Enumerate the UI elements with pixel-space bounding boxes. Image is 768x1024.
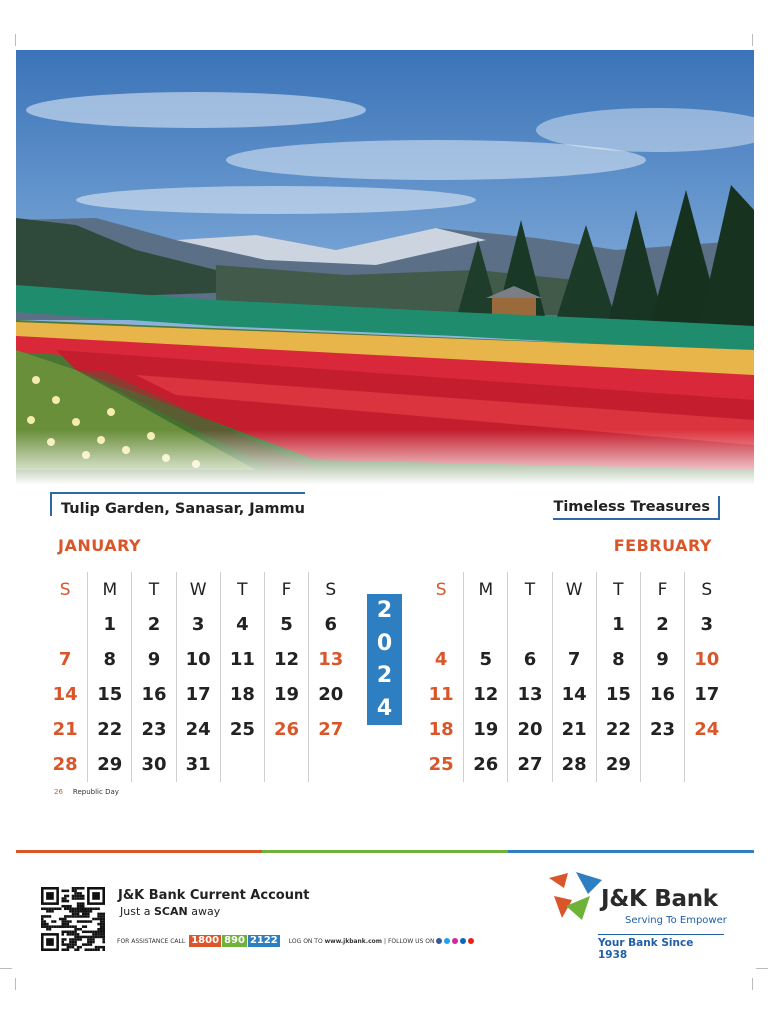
holiday-note	[54, 788, 119, 796]
weekday-column	[507, 572, 551, 782]
follow-label: | FOLLOW US ON	[384, 937, 435, 945]
empty-day-cell	[265, 747, 308, 782]
assistance-line	[117, 935, 474, 947]
ad-subtitle-suffix: away	[191, 905, 221, 918]
day-cell: 18	[229, 684, 255, 705]
weekday-column	[640, 572, 684, 782]
day-cell: 11	[428, 684, 454, 705]
weekday-column	[176, 572, 220, 782]
ad-subtitle-prefix: Just a	[120, 905, 151, 918]
day-cell: 13	[318, 649, 344, 670]
day-cell: 4	[434, 649, 448, 670]
day-cell: 20	[517, 719, 543, 740]
weekday-header: T	[524, 579, 536, 600]
ad-subtitle-bold: SCAN	[154, 905, 188, 918]
day-cell: 4	[236, 614, 249, 635]
day-cell: 28	[52, 754, 78, 775]
weekday-header: S	[435, 579, 447, 600]
month-title-february: FEBRUARY	[613, 536, 712, 555]
day-cell: 7	[58, 649, 72, 670]
crop-mark	[15, 978, 16, 990]
day-cell: 11	[229, 649, 255, 670]
day-cell: 29	[605, 754, 631, 775]
day-cell: 26	[274, 719, 300, 740]
day-cell: 27	[318, 719, 344, 740]
day-cell: 30	[141, 754, 167, 775]
day-cell: 25	[229, 719, 255, 740]
weekday-header: M	[478, 579, 494, 600]
day-cell: 5	[479, 649, 493, 670]
day-cell: 9	[147, 649, 161, 670]
weekday-column	[308, 572, 352, 782]
day-cell: 23	[141, 719, 167, 740]
empty-day-cell	[309, 747, 352, 782]
year-digit: 0	[376, 630, 393, 656]
day-cell: 18	[428, 719, 454, 740]
weekday-header: T	[613, 579, 624, 600]
weekday-header: T	[148, 579, 160, 600]
day-cell: 19	[274, 684, 300, 705]
day-cell: 7	[567, 649, 581, 670]
day-cell: 16	[650, 684, 676, 705]
weekday-header: W	[565, 579, 583, 600]
weekday-header: S	[59, 579, 71, 600]
weekday-header: F	[281, 579, 292, 600]
instagram-icon[interactable]	[452, 938, 458, 944]
phone-number-part[interactable]: 1800	[191, 935, 220, 946]
day-cell: 1	[103, 614, 117, 635]
youtube-icon[interactable]	[468, 938, 474, 944]
weekday-header: S	[701, 579, 713, 600]
divider-segment	[262, 850, 508, 853]
crop-mark	[15, 34, 16, 46]
day-cell: 3	[700, 614, 713, 635]
weekday-column	[463, 572, 507, 782]
day-cell: 27	[517, 754, 543, 775]
day-cell: 1	[612, 614, 625, 635]
empty-day-cell	[508, 607, 551, 642]
day-cell: 25	[428, 754, 454, 775]
holiday-date: 26	[54, 788, 63, 796]
year-digit: 2	[376, 597, 393, 623]
day-cell: 15	[97, 684, 123, 705]
day-cell: 6	[523, 649, 537, 670]
weekday-column	[43, 572, 87, 782]
series-title-text: Timeless Treasures	[553, 499, 710, 515]
twitter-icon[interactable]	[444, 938, 450, 944]
empty-day-cell	[43, 607, 87, 642]
day-cell: 8	[103, 649, 117, 670]
weekday-header: F	[657, 579, 668, 600]
day-cell: 21	[52, 719, 78, 740]
empty-day-cell	[221, 747, 264, 782]
day-cell: 12	[473, 684, 499, 705]
crop-mark	[752, 34, 753, 46]
divider-segment	[508, 850, 754, 853]
brand-tagline: Serving To Empower	[625, 915, 727, 926]
day-cell: 24	[694, 719, 720, 740]
day-cell: 10	[185, 649, 211, 670]
calendar-grid-january	[43, 572, 352, 782]
weekday-header: M	[102, 579, 118, 600]
empty-day-cell	[464, 607, 507, 642]
day-cell: 21	[561, 719, 587, 740]
weekday-column	[87, 572, 131, 782]
empty-day-cell	[553, 607, 596, 642]
brand-name: J&K Bank	[601, 886, 718, 912]
calendar-grid-february	[419, 572, 728, 782]
month-title-january: JANUARY	[58, 536, 142, 555]
day-cell: 19	[473, 719, 499, 740]
day-cell: 20	[318, 684, 344, 705]
holiday-name: Republic Day	[72, 788, 119, 796]
website-link[interactable]: www.jkbank.com	[324, 937, 383, 945]
day-cell: 14	[52, 684, 78, 705]
day-cell: 31	[185, 754, 211, 775]
logon-label: LOG ON TO	[288, 937, 323, 945]
weekday-header: T	[237, 579, 248, 600]
day-cell: 24	[185, 719, 211, 740]
day-cell: 3	[191, 614, 205, 635]
weekday-column	[596, 572, 640, 782]
linkedin-icon[interactable]	[460, 938, 466, 944]
day-cell: 14	[561, 684, 587, 705]
weekday-column	[131, 572, 175, 782]
weekday-header: W	[189, 579, 207, 600]
day-cell: 22	[97, 719, 123, 740]
jk-bank-logo-icon	[546, 870, 604, 922]
day-cell: 28	[561, 754, 587, 775]
ad-subtitle	[120, 905, 220, 918]
day-cell: 17	[694, 684, 720, 705]
crop-mark	[0, 968, 12, 969]
weekday-column	[419, 572, 463, 782]
crop-mark	[752, 978, 753, 990]
day-cell: 22	[605, 719, 631, 740]
day-cell: 23	[650, 719, 676, 740]
year-digit: 2	[376, 663, 393, 689]
photo-caption	[50, 492, 305, 516]
day-cell: 10	[694, 649, 720, 670]
day-cell: 8	[612, 649, 625, 670]
crop-mark	[756, 968, 768, 969]
day-cell: 5	[280, 614, 293, 635]
empty-day-cell	[641, 747, 684, 782]
year-badge	[367, 594, 402, 725]
year-digit: 4	[376, 696, 393, 722]
divider-segment	[16, 850, 262, 853]
empty-day-cell	[685, 747, 728, 782]
ad-title: J&K Bank Current Account	[118, 888, 310, 903]
footer-divider	[16, 850, 754, 853]
day-cell: 17	[185, 684, 211, 705]
assist-label: FOR ASSISTANCE CALL	[117, 937, 186, 945]
tulip-garden-photo	[16, 50, 754, 485]
day-cell: 13	[517, 684, 543, 705]
weekday-column	[264, 572, 308, 782]
series-title	[553, 496, 720, 520]
brand-since: Your Bank Since 1938	[598, 934, 724, 961]
day-cell: 9	[656, 649, 669, 670]
day-cell: 6	[324, 614, 337, 635]
phone-number-part[interactable]: 890	[224, 935, 245, 946]
day-cell: 12	[274, 649, 300, 670]
phone-number-part[interactable]: 2122	[249, 935, 278, 946]
qr-code[interactable]	[41, 887, 105, 951]
day-cell: 16	[141, 684, 167, 705]
photo-caption-text: Tulip Garden, Sanasar, Jammu	[61, 501, 305, 517]
day-cell: 2	[147, 614, 161, 635]
day-cell: 2	[656, 614, 669, 635]
weekday-header: S	[325, 579, 337, 600]
facebook-icon[interactable]	[436, 938, 442, 944]
weekday-column	[552, 572, 596, 782]
empty-day-cell	[419, 607, 463, 642]
day-cell: 29	[97, 754, 123, 775]
day-cell: 26	[473, 754, 499, 775]
weekday-column	[220, 572, 264, 782]
day-cell: 15	[605, 684, 631, 705]
weekday-column	[684, 572, 728, 782]
